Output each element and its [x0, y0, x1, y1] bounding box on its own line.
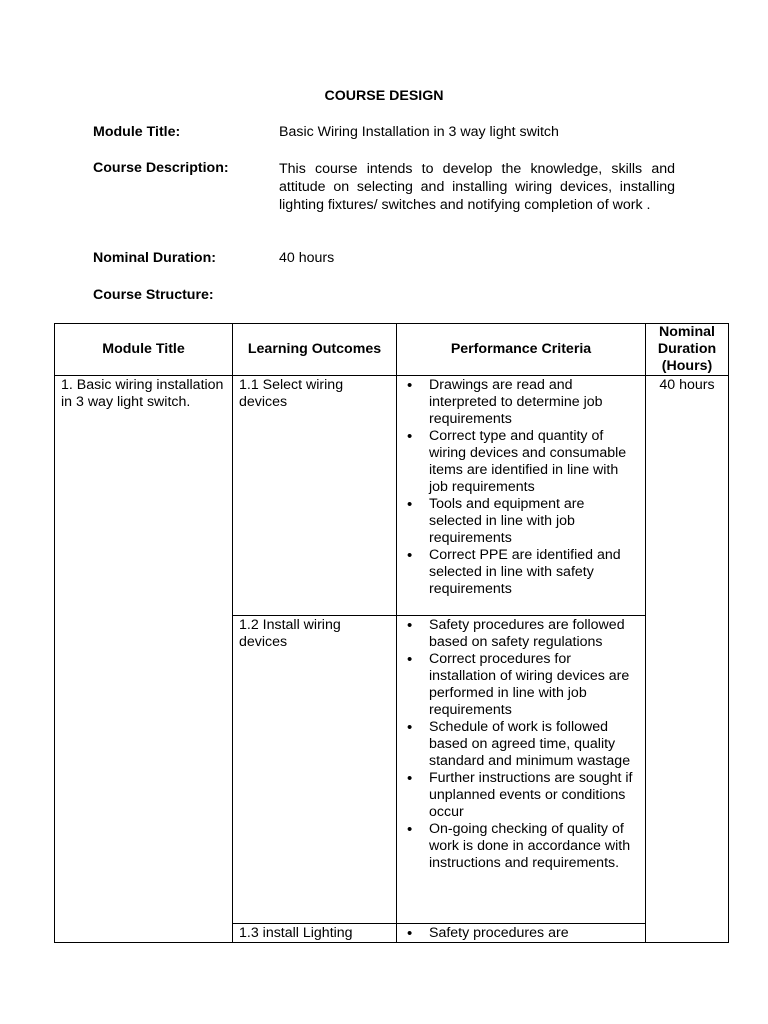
learning-outcome-cell	[233, 376, 397, 616]
learning-outcome-label: 1.1 Select wiring devices	[239, 377, 344, 410]
list-item: • Correct type and quantity of wiring devices and consumable items are identified in line with job requirements	[397, 428, 641, 496]
list-item: • On-going checking of quality of work is done in accordance with instructions and requirements.	[397, 821, 641, 872]
course-description-value: This course intends to develop the knowledge, skills and attitude on selecting and installing wiring devices, installing lighting fixtures/ switches and notifying completion of work .	[279, 161, 675, 213]
list-item: • Schedule of work is followed based on agreed time, quality standard and minimum wastage	[397, 719, 641, 770]
module-cell	[55, 376, 233, 943]
learning-outcome-label: 1.2 Install wiring devices	[239, 617, 341, 650]
list-item: • Drawings are read and interpreted to determine job requirements	[397, 377, 641, 428]
module-title-label: Module Title:	[93, 124, 181, 140]
course-structure-table	[54, 323, 729, 943]
header-nominal-duration: Nominal Duration (Hours)	[646, 324, 729, 376]
course-structure-label: Course Structure:	[93, 287, 214, 303]
header-learning-outcomes: Learning Outcomes	[233, 324, 397, 376]
nominal-duration-label: Nominal Duration:	[93, 250, 216, 266]
module-name: 1. Basic wiring installation in 3 way light switch.	[61, 377, 224, 410]
duration-cell	[646, 376, 729, 943]
header-module-title: Module Title	[55, 324, 233, 376]
table-header-row	[55, 324, 729, 376]
list-item: • Correct procedures for installation of wiring devices are performed in line with job requirements	[397, 651, 641, 719]
learning-outcome-label: 1.3 install Lighting	[239, 925, 353, 941]
performance-criteria-cell	[397, 924, 646, 943]
list-item: • Safety procedures are	[397, 925, 641, 942]
course-description-label: Course Description:	[93, 160, 229, 176]
criteria-list	[397, 616, 645, 872]
list-item: • Correct PPE are identified and selected in line with safety requirements	[397, 547, 641, 598]
list-item: • Tools and equipment are selected in line with job requirements	[397, 496, 641, 547]
header-performance-criteria: Performance Criteria	[397, 324, 646, 376]
performance-criteria-cell	[397, 376, 646, 616]
learning-outcome-cell	[233, 924, 397, 943]
duration-value: 40 hours	[659, 377, 715, 393]
list-item: • Safety procedures are followed based on safety regulations	[397, 617, 641, 651]
learning-outcome-cell	[233, 616, 397, 924]
performance-criteria-cell	[397, 616, 646, 924]
criteria-list	[397, 376, 645, 598]
table-row	[55, 376, 729, 616]
module-title-value: Basic Wiring Installation in 3 way light switch	[279, 124, 559, 140]
nominal-duration-value: 40 hours	[279, 250, 335, 266]
page-title: COURSE DESIGN	[324, 88, 444, 104]
criteria-list	[397, 924, 645, 942]
list-item: • Further instructions are sought if unplanned events or conditions occur	[397, 770, 641, 821]
